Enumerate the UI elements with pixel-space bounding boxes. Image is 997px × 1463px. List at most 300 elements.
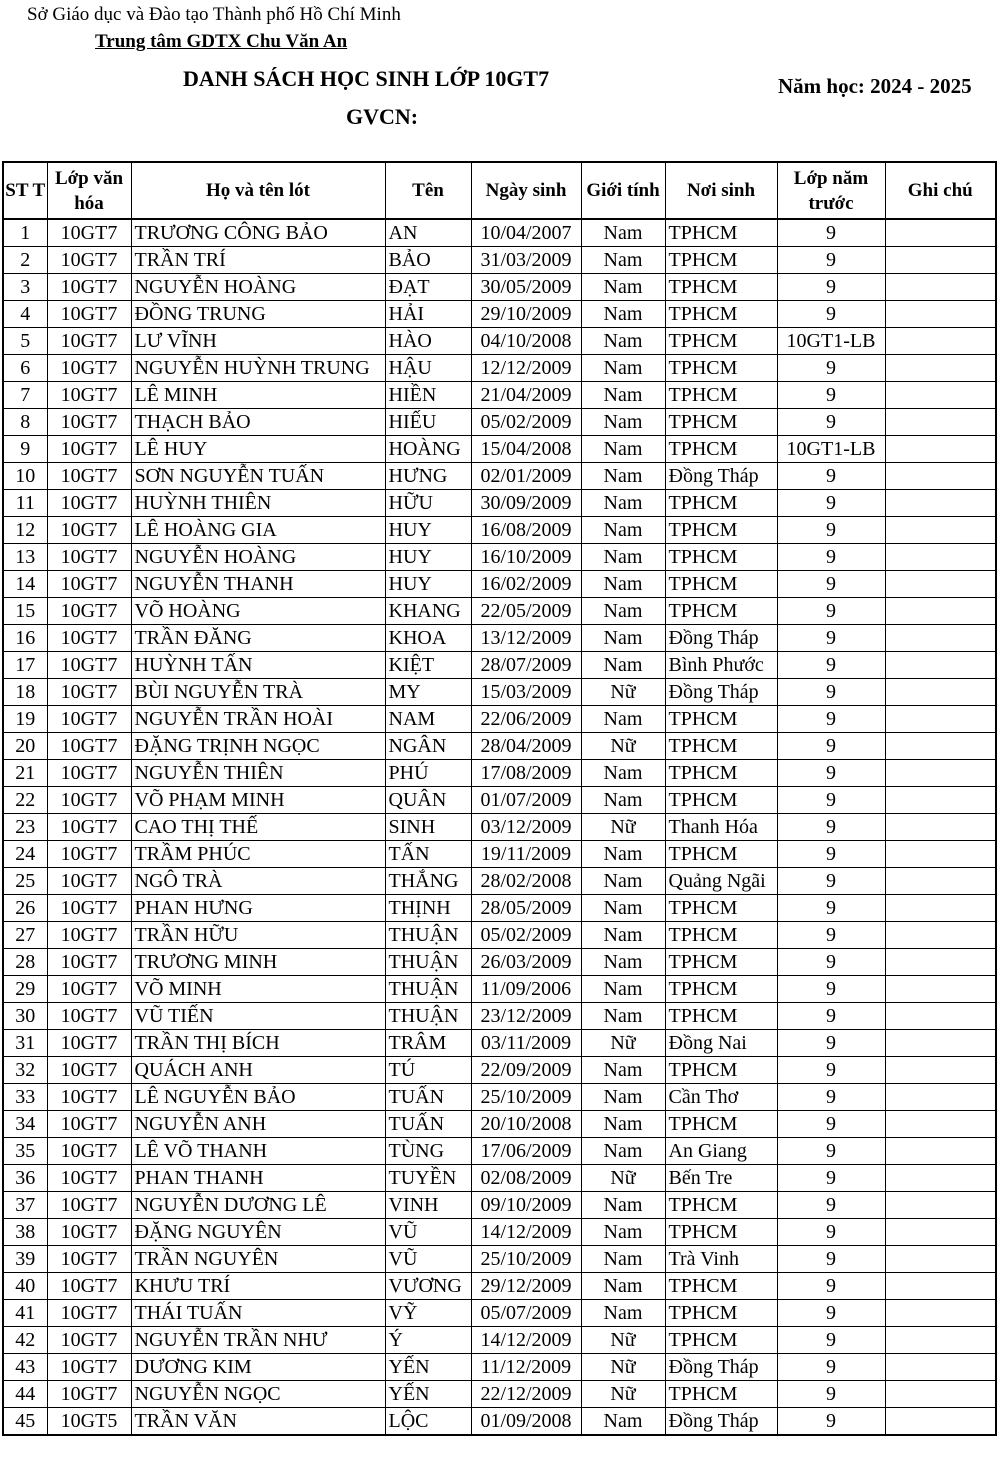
cell-stt: 10 [3, 463, 47, 490]
cell-birthplace: Trà Vinh [665, 1246, 777, 1273]
table-row [3, 274, 996, 301]
cell-surname: PHAN THANH [131, 1165, 385, 1192]
cell-surname: BÙI NGUYỄN TRÀ [131, 679, 385, 706]
cell-given-name: TẤN [385, 841, 471, 868]
column-header-birthplace: Nơi sinh [665, 162, 777, 219]
table-row [3, 895, 996, 922]
table-row [3, 1030, 996, 1057]
cell-notes [885, 706, 996, 733]
cell-previous-class: 9 [777, 598, 885, 625]
cell-stt: 34 [3, 1111, 47, 1138]
table-row [3, 1219, 996, 1246]
cell-stt: 43 [3, 1354, 47, 1381]
cell-given-name: VỸ [385, 1300, 471, 1327]
cell-gender: Nam [581, 219, 665, 247]
cell-stt: 16 [3, 625, 47, 652]
cell-gender: Nam [581, 976, 665, 1003]
table-row [3, 517, 996, 544]
column-header-given-name: Tên [385, 162, 471, 219]
cell-surname: ĐẶNG NGUYÊN [131, 1219, 385, 1246]
cell-previous-class: 9 [777, 1381, 885, 1408]
cell-stt: 18 [3, 679, 47, 706]
cell-surname: TRƯƠNG CÔNG BẢO [131, 219, 385, 247]
cell-notes [885, 1138, 996, 1165]
cell-gender: Nam [581, 1138, 665, 1165]
cell-birth-date: 26/03/2009 [471, 949, 581, 976]
table-row [3, 1084, 996, 1111]
cell-birth-date: 15/03/2009 [471, 679, 581, 706]
cell-notes [885, 219, 996, 247]
cell-class: 10GT7 [47, 949, 131, 976]
column-header-stt: ST T [3, 162, 47, 219]
cell-class: 10GT7 [47, 1084, 131, 1111]
cell-previous-class: 9 [777, 760, 885, 787]
cell-stt: 35 [3, 1138, 47, 1165]
cell-surname: PHAN HƯNG [131, 895, 385, 922]
cell-previous-class: 10GT1-LB [777, 436, 885, 463]
cell-surname: NGUYỄN DƯƠNG LÊ [131, 1192, 385, 1219]
cell-birth-date: 03/11/2009 [471, 1030, 581, 1057]
cell-surname: KHƯU TRÍ [131, 1273, 385, 1300]
cell-gender: Nam [581, 1273, 665, 1300]
cell-gender: Nam [581, 382, 665, 409]
cell-class: 10GT7 [47, 382, 131, 409]
cell-birth-date: 14/12/2009 [471, 1219, 581, 1246]
cell-birthplace: TPHCM [665, 706, 777, 733]
cell-class: 10GT7 [47, 1003, 131, 1030]
cell-given-name: HẢI [385, 301, 471, 328]
cell-stt: 45 [3, 1408, 47, 1436]
cell-gender: Nam [581, 868, 665, 895]
cell-given-name: KHOA [385, 625, 471, 652]
cell-birthplace: TPHCM [665, 219, 777, 247]
cell-stt: 8 [3, 409, 47, 436]
cell-given-name: KIỆT [385, 652, 471, 679]
cell-gender: Nữ [581, 1165, 665, 1192]
cell-birth-date: 01/09/2008 [471, 1408, 581, 1436]
cell-birthplace: TPHCM [665, 1273, 777, 1300]
cell-surname: NGUYỄN HOÀNG [131, 544, 385, 571]
cell-gender: Nữ [581, 679, 665, 706]
cell-class: 10GT7 [47, 625, 131, 652]
cell-previous-class: 9 [777, 571, 885, 598]
cell-birthplace: TPHCM [665, 436, 777, 463]
cell-surname: VÕ MINH [131, 976, 385, 1003]
table-row [3, 625, 996, 652]
cell-previous-class: 9 [777, 274, 885, 301]
table-row [3, 436, 996, 463]
cell-stt: 3 [3, 274, 47, 301]
cell-given-name: Ý [385, 1327, 471, 1354]
cell-surname: TRẦN THỊ BÍCH [131, 1030, 385, 1057]
cell-birthplace: TPHCM [665, 1381, 777, 1408]
cell-surname: TRẦN ĐĂNG [131, 625, 385, 652]
table-row [3, 679, 996, 706]
cell-gender: Nam [581, 625, 665, 652]
cell-surname: TRẦN VĂN [131, 1408, 385, 1436]
cell-given-name: TUYỀN [385, 1165, 471, 1192]
cell-birthplace: TPHCM [665, 517, 777, 544]
cell-notes [885, 274, 996, 301]
table-row [3, 1354, 996, 1381]
cell-previous-class: 9 [777, 922, 885, 949]
cell-class: 10GT7 [47, 922, 131, 949]
cell-surname: NGUYỄN NGỌC [131, 1381, 385, 1408]
cell-previous-class: 9 [777, 1300, 885, 1327]
cell-gender: Nam [581, 409, 665, 436]
table-row [3, 841, 996, 868]
cell-stt: 38 [3, 1219, 47, 1246]
cell-birth-date: 04/10/2008 [471, 328, 581, 355]
cell-given-name: HOÀNG [385, 436, 471, 463]
cell-surname: NGUYỄN THANH [131, 571, 385, 598]
table-row [3, 976, 996, 1003]
cell-previous-class: 9 [777, 1030, 885, 1057]
cell-given-name: HIỀN [385, 382, 471, 409]
table-row [3, 1003, 996, 1030]
cell-stt: 11 [3, 490, 47, 517]
cell-birth-date: 15/04/2008 [471, 436, 581, 463]
cell-gender: Nam [581, 760, 665, 787]
cell-given-name: NGÂN [385, 733, 471, 760]
cell-class: 10GT7 [47, 436, 131, 463]
cell-given-name: KHANG [385, 598, 471, 625]
cell-gender: Nam [581, 922, 665, 949]
cell-class: 10GT7 [47, 706, 131, 733]
cell-birth-date: 23/12/2009 [471, 1003, 581, 1030]
cell-stt: 33 [3, 1084, 47, 1111]
cell-previous-class: 9 [777, 1192, 885, 1219]
cell-notes [885, 571, 996, 598]
cell-gender: Nam [581, 247, 665, 274]
cell-gender: Nam [581, 463, 665, 490]
cell-previous-class: 9 [777, 706, 885, 733]
cell-notes [885, 976, 996, 1003]
cell-previous-class: 9 [777, 841, 885, 868]
cell-previous-class: 9 [777, 1246, 885, 1273]
cell-birthplace: TPHCM [665, 490, 777, 517]
cell-stt: 12 [3, 517, 47, 544]
cell-notes [885, 382, 996, 409]
cell-surname: TRẦN NGUYÊN [131, 1246, 385, 1273]
cell-given-name: THUẬN [385, 922, 471, 949]
cell-birthplace: TPHCM [665, 1192, 777, 1219]
cell-birthplace: TPHCM [665, 733, 777, 760]
table-header-row [3, 162, 996, 219]
cell-notes [885, 652, 996, 679]
cell-surname: THẠCH BẢO [131, 409, 385, 436]
cell-birthplace: Đồng Tháp [665, 679, 777, 706]
cell-birth-date: 16/10/2009 [471, 544, 581, 571]
cell-birth-date: 05/02/2009 [471, 409, 581, 436]
cell-given-name: VƯƠNG [385, 1273, 471, 1300]
cell-gender: Nam [581, 1219, 665, 1246]
cell-given-name: TUẤN [385, 1084, 471, 1111]
cell-gender: Nam [581, 544, 665, 571]
cell-gender: Nam [581, 1057, 665, 1084]
cell-stt: 22 [3, 787, 47, 814]
cell-notes [885, 922, 996, 949]
cell-notes [885, 1300, 996, 1327]
cell-notes [885, 1381, 996, 1408]
cell-stt: 14 [3, 571, 47, 598]
homeroom-teacher-label: GVCN: [346, 104, 419, 129]
cell-previous-class: 9 [777, 355, 885, 382]
cell-previous-class: 9 [777, 219, 885, 247]
cell-birth-date: 30/05/2009 [471, 274, 581, 301]
cell-surname: CAO THỊ THẾ [131, 814, 385, 841]
cell-given-name: THUẬN [385, 949, 471, 976]
cell-given-name: HUY [385, 571, 471, 598]
cell-birth-date: 21/04/2009 [471, 382, 581, 409]
cell-stt: 25 [3, 868, 47, 895]
cell-surname: HUỲNH THIÊN [131, 490, 385, 517]
column-header-previous-class: Lớp năm trước [777, 162, 885, 219]
cell-given-name: VŨ [385, 1246, 471, 1273]
cell-gender: Nam [581, 1192, 665, 1219]
cell-class: 10GT7 [47, 598, 131, 625]
cell-stt: 41 [3, 1300, 47, 1327]
cell-birth-date: 30/09/2009 [471, 490, 581, 517]
table-row [3, 571, 996, 598]
cell-stt: 6 [3, 355, 47, 382]
table-row [3, 814, 996, 841]
cell-previous-class: 9 [777, 463, 885, 490]
table-row [3, 490, 996, 517]
cell-notes [885, 733, 996, 760]
cell-surname: THÁI TUẤN [131, 1300, 385, 1327]
cell-class: 10GT7 [47, 895, 131, 922]
cell-stt: 27 [3, 922, 47, 949]
cell-birth-date: 17/06/2009 [471, 1138, 581, 1165]
cell-birthplace: TPHCM [665, 301, 777, 328]
cell-birthplace: Đồng Tháp [665, 1408, 777, 1436]
table-row [3, 301, 996, 328]
cell-notes [885, 1003, 996, 1030]
cell-class: 10GT7 [47, 490, 131, 517]
cell-previous-class: 9 [777, 652, 885, 679]
cell-surname: NGUYỄN TRẦN NHƯ [131, 1327, 385, 1354]
cell-class: 10GT7 [47, 652, 131, 679]
cell-notes [885, 598, 996, 625]
cell-stt: 40 [3, 1273, 47, 1300]
cell-given-name: QUÂN [385, 787, 471, 814]
cell-notes [885, 1246, 996, 1273]
cell-given-name: HUY [385, 517, 471, 544]
cell-class: 10GT7 [47, 517, 131, 544]
table-row [3, 1138, 996, 1165]
column-header-class: Lớp văn hóa [47, 162, 131, 219]
cell-gender: Nam [581, 949, 665, 976]
cell-previous-class: 9 [777, 1219, 885, 1246]
cell-birthplace: TPHCM [665, 1327, 777, 1354]
cell-stt: 30 [3, 1003, 47, 1030]
cell-birthplace: TPHCM [665, 1300, 777, 1327]
cell-surname: LÊ MINH [131, 382, 385, 409]
cell-surname: NGUYỄN THIÊN [131, 760, 385, 787]
cell-stt: 28 [3, 949, 47, 976]
cell-previous-class: 10GT1-LB [777, 328, 885, 355]
cell-stt: 29 [3, 976, 47, 1003]
cell-gender: Nữ [581, 1354, 665, 1381]
cell-gender: Nam [581, 490, 665, 517]
cell-notes [885, 490, 996, 517]
cell-previous-class: 9 [777, 733, 885, 760]
cell-given-name: PHÚ [385, 760, 471, 787]
cell-birthplace: TPHCM [665, 1057, 777, 1084]
table-row [3, 219, 996, 247]
cell-class: 10GT7 [47, 463, 131, 490]
cell-previous-class: 9 [777, 517, 885, 544]
cell-class: 10GT7 [47, 1111, 131, 1138]
cell-class: 10GT7 [47, 1327, 131, 1354]
cell-stt: 2 [3, 247, 47, 274]
cell-surname: VÕ HOÀNG [131, 598, 385, 625]
cell-birthplace: TPHCM [665, 274, 777, 301]
cell-notes [885, 679, 996, 706]
cell-gender: Nữ [581, 1030, 665, 1057]
cell-previous-class: 9 [777, 247, 885, 274]
cell-surname: TRẦN TRÍ [131, 247, 385, 274]
cell-class: 10GT7 [47, 544, 131, 571]
cell-previous-class: 9 [777, 1084, 885, 1111]
cell-gender: Nam [581, 841, 665, 868]
cell-birthplace: TPHCM [665, 1111, 777, 1138]
table-row [3, 760, 996, 787]
cell-birth-date: 25/10/2009 [471, 1084, 581, 1111]
table-row [3, 409, 996, 436]
cell-birthplace: TPHCM [665, 328, 777, 355]
column-header-surname: Họ và tên lót [131, 162, 385, 219]
cell-notes [885, 625, 996, 652]
cell-class: 10GT7 [47, 841, 131, 868]
cell-gender: Nam [581, 787, 665, 814]
cell-gender: Nam [581, 355, 665, 382]
cell-previous-class: 9 [777, 949, 885, 976]
cell-class: 10GT7 [47, 409, 131, 436]
cell-previous-class: 9 [777, 1138, 885, 1165]
cell-given-name: VŨ [385, 1219, 471, 1246]
cell-birthplace: TPHCM [665, 247, 777, 274]
cell-class: 10GT7 [47, 328, 131, 355]
cell-birthplace: TPHCM [665, 895, 777, 922]
cell-previous-class: 9 [777, 1111, 885, 1138]
cell-gender: Nam [581, 1111, 665, 1138]
cell-birth-date: 31/03/2009 [471, 247, 581, 274]
cell-surname: HUỲNH TẤN [131, 652, 385, 679]
cell-birth-date: 22/12/2009 [471, 1381, 581, 1408]
cell-gender: Nam [581, 571, 665, 598]
table-row [3, 1408, 996, 1436]
cell-previous-class: 9 [777, 1327, 885, 1354]
table-row [3, 1300, 996, 1327]
cell-notes [885, 463, 996, 490]
cell-surname: SƠN NGUYỄN TUẤN [131, 463, 385, 490]
table-row [3, 1057, 996, 1084]
cell-previous-class: 9 [777, 382, 885, 409]
cell-stt: 5 [3, 328, 47, 355]
cell-surname: LÊ NGUYỄN BẢO [131, 1084, 385, 1111]
cell-notes [885, 760, 996, 787]
table-row [3, 1192, 996, 1219]
table-row [3, 868, 996, 895]
cell-notes [885, 301, 996, 328]
cell-birthplace: Thanh Hóa [665, 814, 777, 841]
cell-birth-date: 25/10/2009 [471, 1246, 581, 1273]
cell-gender: Nam [581, 328, 665, 355]
cell-surname: NGUYỄN HOÀNG [131, 274, 385, 301]
cell-previous-class: 9 [777, 1057, 885, 1084]
cell-class: 10GT7 [47, 571, 131, 598]
cell-birth-date: 28/02/2008 [471, 868, 581, 895]
cell-previous-class: 9 [777, 868, 885, 895]
cell-surname: TRẦM PHÚC [131, 841, 385, 868]
cell-stt: 44 [3, 1381, 47, 1408]
cell-birth-date: 13/12/2009 [471, 625, 581, 652]
cell-class: 10GT7 [47, 1273, 131, 1300]
cell-given-name: TÚ [385, 1057, 471, 1084]
cell-given-name: YẾN [385, 1354, 471, 1381]
cell-surname: NGUYỄN ANH [131, 1111, 385, 1138]
cell-stt: 9 [3, 436, 47, 463]
cell-previous-class: 9 [777, 301, 885, 328]
cell-gender: Nam [581, 1003, 665, 1030]
cell-given-name: HUY [385, 544, 471, 571]
cell-birth-date: 28/05/2009 [471, 895, 581, 922]
cell-birthplace: TPHCM [665, 760, 777, 787]
cell-previous-class: 9 [777, 814, 885, 841]
cell-birthplace: TPHCM [665, 787, 777, 814]
cell-birth-date: 09/10/2009 [471, 1192, 581, 1219]
cell-surname: TRẦN HỮU [131, 922, 385, 949]
cell-stt: 13 [3, 544, 47, 571]
cell-previous-class: 9 [777, 625, 885, 652]
cell-gender: Nam [581, 301, 665, 328]
cell-given-name: THỊNH [385, 895, 471, 922]
cell-given-name: HIẾU [385, 409, 471, 436]
cell-surname: ĐỒNG TRUNG [131, 301, 385, 328]
cell-birthplace: Đồng Tháp [665, 463, 777, 490]
cell-class: 10GT7 [47, 1246, 131, 1273]
table-row [3, 328, 996, 355]
cell-given-name: THUẬN [385, 1003, 471, 1030]
cell-surname: LÊ VÕ THANH [131, 1138, 385, 1165]
cell-class: 10GT7 [47, 1057, 131, 1084]
cell-class: 10GT7 [47, 1300, 131, 1327]
cell-previous-class: 9 [777, 976, 885, 1003]
cell-gender: Nam [581, 436, 665, 463]
cell-birth-date: 10/04/2007 [471, 219, 581, 247]
cell-birthplace: TPHCM [665, 841, 777, 868]
table-row [3, 463, 996, 490]
cell-stt: 15 [3, 598, 47, 625]
cell-stt: 21 [3, 760, 47, 787]
cell-surname: NGUYỄN TRẦN HOÀI [131, 706, 385, 733]
cell-gender: Nữ [581, 1381, 665, 1408]
school-year: Năm học: 2024 - 2025 [778, 74, 972, 98]
table-row [3, 382, 996, 409]
cell-birth-date: 28/04/2009 [471, 733, 581, 760]
cell-class: 10GT7 [47, 301, 131, 328]
cell-notes [885, 841, 996, 868]
cell-class: 10GT7 [47, 787, 131, 814]
cell-notes [885, 868, 996, 895]
cell-birthplace: TPHCM [665, 409, 777, 436]
cell-given-name: NAM [385, 706, 471, 733]
cell-notes [885, 1354, 996, 1381]
cell-birth-date: 01/07/2009 [471, 787, 581, 814]
cell-notes [885, 436, 996, 463]
